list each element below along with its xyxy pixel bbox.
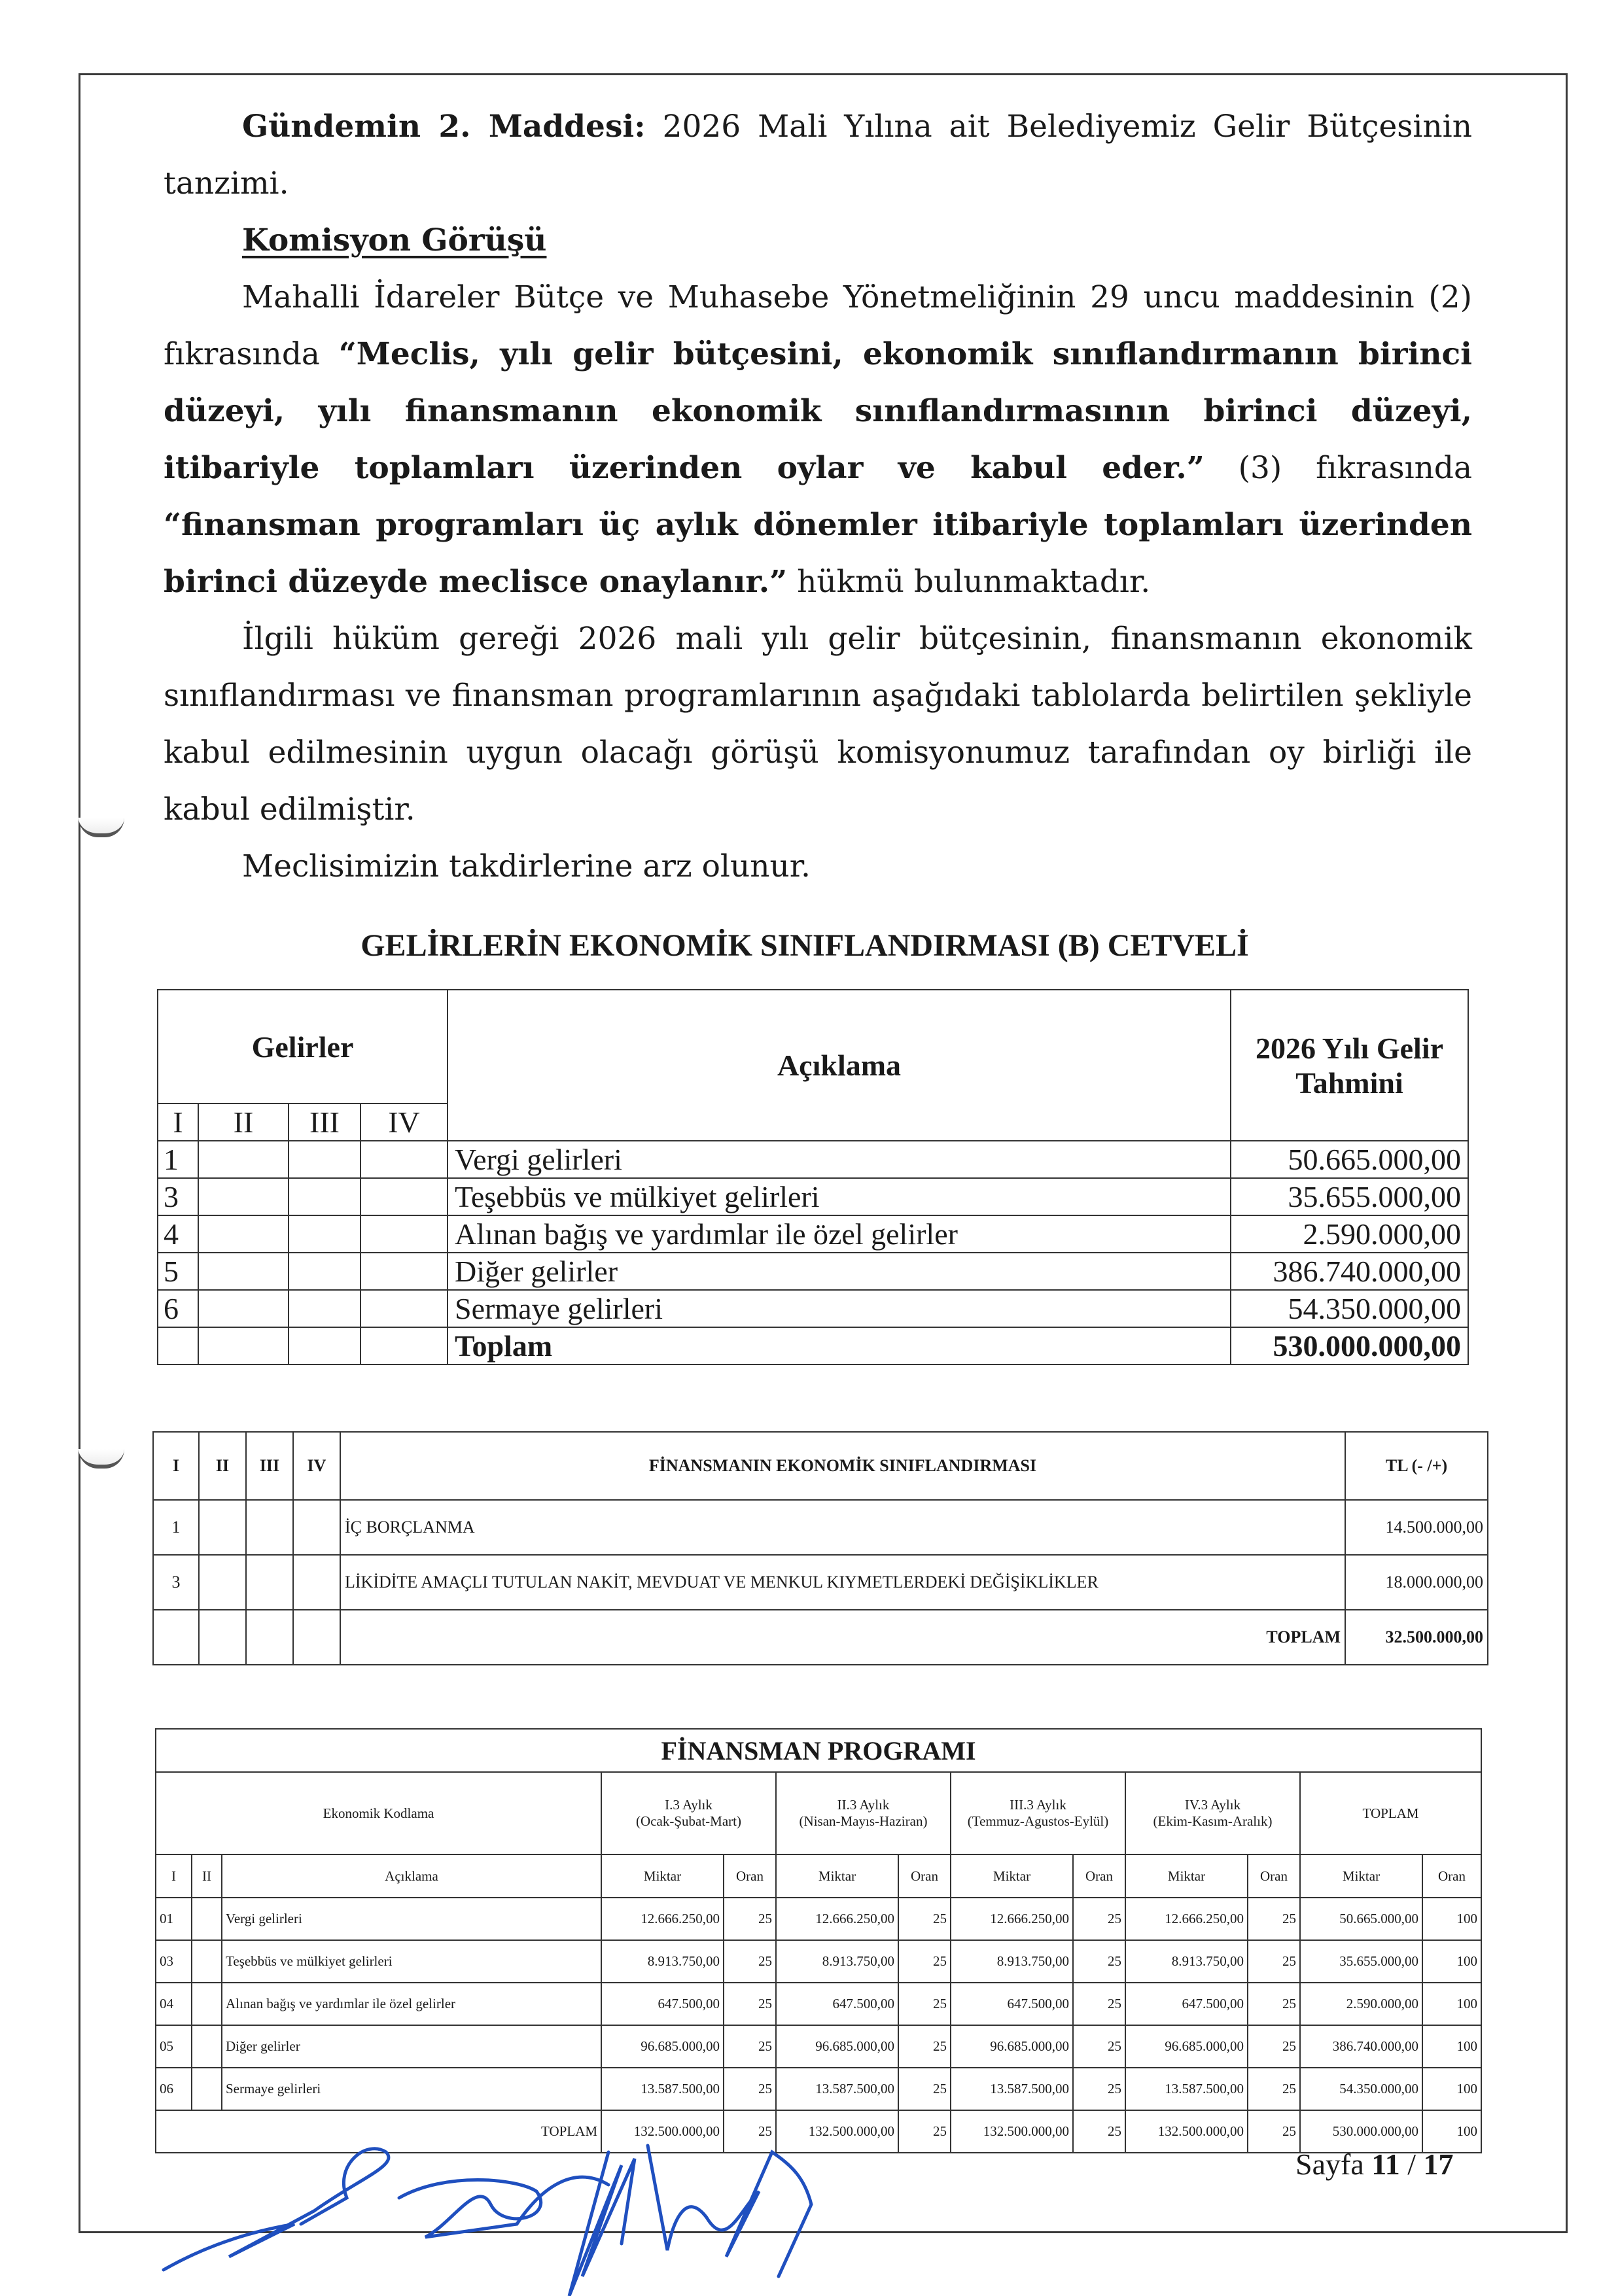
amount-cell: 13.587.500,00 xyxy=(951,2068,1073,2110)
amount-cell: 530.000.000,00 xyxy=(1300,2110,1422,2153)
table-row xyxy=(153,1555,1488,1610)
financing-classification-table xyxy=(152,1431,1488,1665)
amount-cell: 35.655.000,00 xyxy=(1300,1940,1422,1983)
sub-header: Miktar xyxy=(776,1854,898,1898)
code-cell: 04 xyxy=(156,1983,192,2025)
quote-2: “finansman programları üç aylık dönemler itibariyle toplamları üzerinden birinci düzeyde meclisce onaylanır.” xyxy=(164,507,1472,600)
ratio-cell: 25 xyxy=(1073,2068,1125,2110)
description-header: Açıklama xyxy=(448,990,1231,1141)
agenda-text: 2026 Mali Yılına ait Belediyemiz Gelir Bütçesinin tanzimi. xyxy=(164,109,1472,201)
financing-program-table xyxy=(155,1728,1482,2153)
amount-cell: 18.000.000,00 xyxy=(1345,1555,1488,1610)
body-text xyxy=(164,98,1472,895)
total-row xyxy=(153,1610,1488,1665)
total-amount: 530.000.000,00 xyxy=(1231,1327,1468,1365)
amount-header-line1: 2026 Yılı Gelir xyxy=(1255,1031,1444,1065)
sub-header: Oran xyxy=(1422,1854,1481,1898)
code-cell: 1 xyxy=(153,1500,199,1555)
financing-title: FİNANSMANIN EKONOMİK SINIFLANDIRMASI xyxy=(340,1432,1345,1500)
ratio-cell: 100 xyxy=(1422,1940,1481,1983)
amount-cell: 12.666.250,00 xyxy=(601,1898,724,1940)
sub-header: I xyxy=(156,1854,192,1898)
amount-cell: 12.666.250,00 xyxy=(1125,1898,1248,1940)
ratio-cell: 100 xyxy=(1422,2025,1481,2068)
sub-header: Oran xyxy=(898,1854,951,1898)
code-cell: 4 xyxy=(158,1215,198,1253)
amount-cell: 8.913.750,00 xyxy=(1125,1940,1248,1983)
signature-4 xyxy=(648,2146,811,2276)
para-text: (3) fıkrasında xyxy=(1204,450,1472,486)
ratio-cell: 25 xyxy=(724,2110,776,2153)
code-cell: 01 xyxy=(156,1898,192,1940)
table-row xyxy=(156,1898,1481,1940)
sub-header: Miktar xyxy=(1125,1854,1248,1898)
period-months: (Ekim-Kasım-Aralık) xyxy=(1153,1813,1273,1829)
period-label: I.3 Aylık xyxy=(665,1797,712,1813)
ratio-cell: 25 xyxy=(898,2068,951,2110)
ratio-cell: 25 xyxy=(1248,1940,1300,1983)
ratio-cell: 100 xyxy=(1422,2110,1481,2153)
sub-header: Oran xyxy=(724,1854,776,1898)
total-label: TOPLAM xyxy=(340,1610,1345,1665)
ratio-cell: 25 xyxy=(1073,1940,1125,1983)
level-header: IV xyxy=(361,1104,448,1141)
table-row xyxy=(156,1940,1481,1983)
total-amount: 32.500.000,00 xyxy=(1345,1610,1488,1665)
code-cell: 5 xyxy=(158,1253,198,1290)
coding-header: Ekonomik Kodlama xyxy=(156,1772,601,1854)
level-header: I xyxy=(153,1432,199,1500)
table-row xyxy=(156,2025,1481,2068)
commission-title: Komisyon Görüşü xyxy=(242,222,547,258)
agenda-heading: Gündemin 2. Maddesi: xyxy=(242,109,646,145)
code-cell: 6 xyxy=(158,1290,198,1327)
sub-header: Oran xyxy=(1073,1854,1125,1898)
ratio-cell: 25 xyxy=(724,1898,776,1940)
table-row xyxy=(158,1253,1468,1290)
amount-header: TL (- /+) xyxy=(1345,1432,1488,1500)
ratio-cell: 25 xyxy=(1248,1983,1300,2025)
agenda-item xyxy=(164,98,1472,212)
commission-title-line xyxy=(164,212,1472,269)
ratio-cell: 25 xyxy=(1073,1898,1125,1940)
table-row xyxy=(158,1178,1468,1215)
table-row xyxy=(153,1500,1488,1555)
ratio-cell: 25 xyxy=(898,1898,951,1940)
table-row xyxy=(158,1290,1468,1327)
level-header: II xyxy=(199,1432,246,1500)
ratio-cell: 25 xyxy=(724,1983,776,2025)
ratio-cell: 25 xyxy=(898,2025,951,2068)
ratio-cell: 25 xyxy=(724,2068,776,2110)
period-label: III.3 Aylık xyxy=(1010,1797,1066,1813)
amount-cell: 12.666.250,00 xyxy=(776,1898,898,1940)
code-cell: 06 xyxy=(156,2068,192,2110)
level-header: I xyxy=(158,1104,198,1141)
sub-header: Miktar xyxy=(601,1854,724,1898)
level-header: II xyxy=(198,1104,289,1141)
amount-cell: 647.500,00 xyxy=(1125,1983,1248,2025)
table-row xyxy=(156,1983,1481,2025)
amount-cell: 386.740.000,00 xyxy=(1231,1253,1468,1290)
desc-cell: Diğer gelirler xyxy=(222,2025,601,2068)
amount-cell: 2.590.000,00 xyxy=(1300,1983,1422,2025)
desc-cell: Diğer gelirler xyxy=(448,1253,1231,1290)
amount-header xyxy=(1231,990,1468,1141)
level-header: IV xyxy=(293,1432,340,1500)
amount-cell: 132.500.000,00 xyxy=(601,2110,724,2153)
sub-header: Miktar xyxy=(951,1854,1073,1898)
amount-cell: 13.587.500,00 xyxy=(601,2068,724,2110)
code-cell: 05 xyxy=(156,2025,192,2068)
desc-cell: Teşebbüs ve mülkiyet gelirleri xyxy=(222,1940,601,1983)
desc-cell: Sermaye gelirleri xyxy=(222,2068,601,2110)
amount-cell: 647.500,00 xyxy=(601,1983,724,2025)
ratio-cell: 25 xyxy=(1073,2110,1125,2153)
amount-cell: 13.587.500,00 xyxy=(1125,2068,1248,2110)
sub-code-cell xyxy=(192,2025,222,2068)
ratio-cell: 25 xyxy=(898,2110,951,2153)
level-header: III xyxy=(289,1104,361,1141)
signature-1 xyxy=(164,2149,389,2270)
signature-2 xyxy=(399,2177,608,2237)
income-table-caption: GELİRLERİN EKONOMİK SINIFLANDIRMASI (B) CETVELİ xyxy=(361,928,1249,963)
period-months: (Temmuz-Agustos-Eylül) xyxy=(967,1813,1109,1829)
ratio-cell: 25 xyxy=(898,1983,951,2025)
amount-cell: 647.500,00 xyxy=(776,1983,898,2025)
sub-code-cell xyxy=(192,1983,222,2025)
desc-cell: Alınan bağış ve yardımlar ile özel gelirler xyxy=(222,1983,601,2025)
amount-cell: 14.500.000,00 xyxy=(1345,1500,1488,1555)
desc-cell: Alınan bağış ve yardımlar ile özel gelirler xyxy=(448,1215,1231,1253)
sub-code-cell xyxy=(192,2068,222,2110)
amount-cell: 8.913.750,00 xyxy=(951,1940,1073,1983)
desc-cell: LİKİDİTE AMAÇLI TUTULAN NAKİT, MEVDUAT VE MENKUL KIYMETLERDEKİ DEĞİŞİKLİKLER xyxy=(340,1555,1345,1610)
amount-cell: 50.665.000,00 xyxy=(1231,1141,1468,1178)
amount-cell: 96.685.000,00 xyxy=(1125,2025,1248,2068)
level-header: III xyxy=(246,1432,293,1500)
amount-cell: 132.500.000,00 xyxy=(951,2110,1073,2153)
para-text: hükmü bulunmaktadır. xyxy=(787,564,1151,600)
amount-cell: 386.740.000,00 xyxy=(1300,2025,1422,2068)
amount-cell: 35.655.000,00 xyxy=(1231,1178,1468,1215)
amount-cell: 647.500,00 xyxy=(951,1983,1073,2025)
table-row xyxy=(156,2068,1481,2110)
code-cell: 3 xyxy=(158,1178,198,1215)
table-row xyxy=(158,1141,1468,1178)
period-label: IV.3 Aylık xyxy=(1184,1797,1241,1813)
sub-code-cell xyxy=(192,1898,222,1940)
total-label: TOPLAM xyxy=(156,2110,601,2153)
amount-cell: 96.685.000,00 xyxy=(601,2025,724,2068)
sub-header: Açıklama xyxy=(222,1854,601,1898)
total-period-header: TOPLAM xyxy=(1300,1772,1481,1854)
commission-paragraph-1 xyxy=(164,269,1472,610)
amount-cell: 8.913.750,00 xyxy=(776,1940,898,1983)
ratio-cell: 25 xyxy=(1248,2110,1300,2153)
commission-paragraph-3: Meclisimizin takdirlerine arz olunur. xyxy=(242,848,811,884)
ratio-cell: 100 xyxy=(1422,1983,1481,2025)
total-row xyxy=(158,1327,1468,1365)
desc-cell: Vergi gelirleri xyxy=(222,1898,601,1940)
sub-header: II xyxy=(192,1854,222,1898)
page-number xyxy=(1295,2147,1454,2182)
ratio-cell: 25 xyxy=(1248,1898,1300,1940)
amount-cell: 50.665.000,00 xyxy=(1300,1898,1422,1940)
ratio-cell: 25 xyxy=(1248,2025,1300,2068)
period-header xyxy=(951,1772,1125,1854)
para-text: Mahalli İdareler Bütçe ve Muhasebe Yönetmeliğinin 29 uncu maddesinin (2) fıkrasında xyxy=(164,279,1472,372)
gelirler-header: Gelirler xyxy=(158,990,448,1104)
ratio-cell: 25 xyxy=(898,1940,951,1983)
desc-cell: Teşebbüs ve mülkiyet gelirleri xyxy=(448,1178,1231,1215)
period-header xyxy=(776,1772,951,1854)
desc-cell: İÇ BORÇLANMA xyxy=(340,1500,1345,1555)
ratio-cell: 25 xyxy=(724,2025,776,2068)
table-row xyxy=(158,1215,1468,1253)
page-label: Sayfa xyxy=(1295,2148,1372,2181)
amount-cell: 2.590.000,00 xyxy=(1231,1215,1468,1253)
amount-cell: 132.500.000,00 xyxy=(776,2110,898,2153)
amount-cell: 12.666.250,00 xyxy=(951,1898,1073,1940)
amount-cell: 54.350.000,00 xyxy=(1231,1290,1468,1327)
amount-cell: 132.500.000,00 xyxy=(1125,2110,1248,2153)
period-header xyxy=(1125,1772,1300,1854)
quote-1: “Meclis, yılı gelir bütçesini, ekonomik sınıflandırmanın birinci düzeyi, yılı finansmanın ekonomik sınıflandırmasının birinci düzeyi, itibariyle toplamları üzerinden oylar ve kabul eder.” xyxy=(164,336,1472,486)
code-cell: 3 xyxy=(153,1555,199,1610)
page-total: 17 xyxy=(1423,2148,1454,2181)
code-cell: 03 xyxy=(156,1940,192,1983)
period-months: (Nisan-Mayıs-Haziran) xyxy=(799,1813,928,1829)
amount-cell: 13.587.500,00 xyxy=(776,2068,898,2110)
amount-cell: 8.913.750,00 xyxy=(601,1940,724,1983)
amount-header-line2: Tahmini xyxy=(1295,1066,1403,1100)
ratio-cell: 100 xyxy=(1422,2068,1481,2110)
page-current: 11 xyxy=(1371,2148,1400,2181)
amount-cell: 96.685.000,00 xyxy=(776,2025,898,2068)
ratio-cell: 25 xyxy=(724,1940,776,1983)
ratio-cell: 25 xyxy=(1073,2025,1125,2068)
income-classification-table xyxy=(157,989,1469,1365)
sub-code-cell xyxy=(192,1940,222,1983)
ratio-cell: 25 xyxy=(1248,2068,1300,2110)
ratio-cell: 25 xyxy=(1073,1983,1125,2025)
total-label: Toplam xyxy=(448,1327,1231,1365)
period-months: (Ocak-Şubat-Mart) xyxy=(636,1813,741,1829)
desc-cell: Sermaye gelirleri xyxy=(448,1290,1231,1327)
amount-cell: 54.350.000,00 xyxy=(1300,2068,1422,2110)
commission-paragraph-2: İlgili hüküm gereği 2026 mali yılı gelir bütçesinin, finansmanın ekonomik sınıflandırması ve finansman programlarının aşağıdaki tablolarda belirtilen şekliyle kabul edilmesinin uygun olacağı görüşü komisyonumuz tarafından oy birliği ile kabul edilmiştir. xyxy=(164,621,1472,827)
program-title: FİNANSMAN PROGRAMI xyxy=(156,1729,1481,1772)
desc-cell: Vergi gelirleri xyxy=(448,1141,1231,1178)
signatures xyxy=(150,2126,1263,2296)
code-cell: 1 xyxy=(158,1141,198,1178)
period-header xyxy=(601,1772,776,1854)
sub-header: Miktar xyxy=(1300,1854,1422,1898)
period-label: II.3 Aylık xyxy=(837,1797,890,1813)
ratio-cell: 100 xyxy=(1422,1898,1481,1940)
signature-3 xyxy=(569,2152,635,2296)
sub-header: Oran xyxy=(1248,1854,1300,1898)
page-separator: / xyxy=(1399,2148,1424,2181)
amount-cell: 96.685.000,00 xyxy=(951,2025,1073,2068)
